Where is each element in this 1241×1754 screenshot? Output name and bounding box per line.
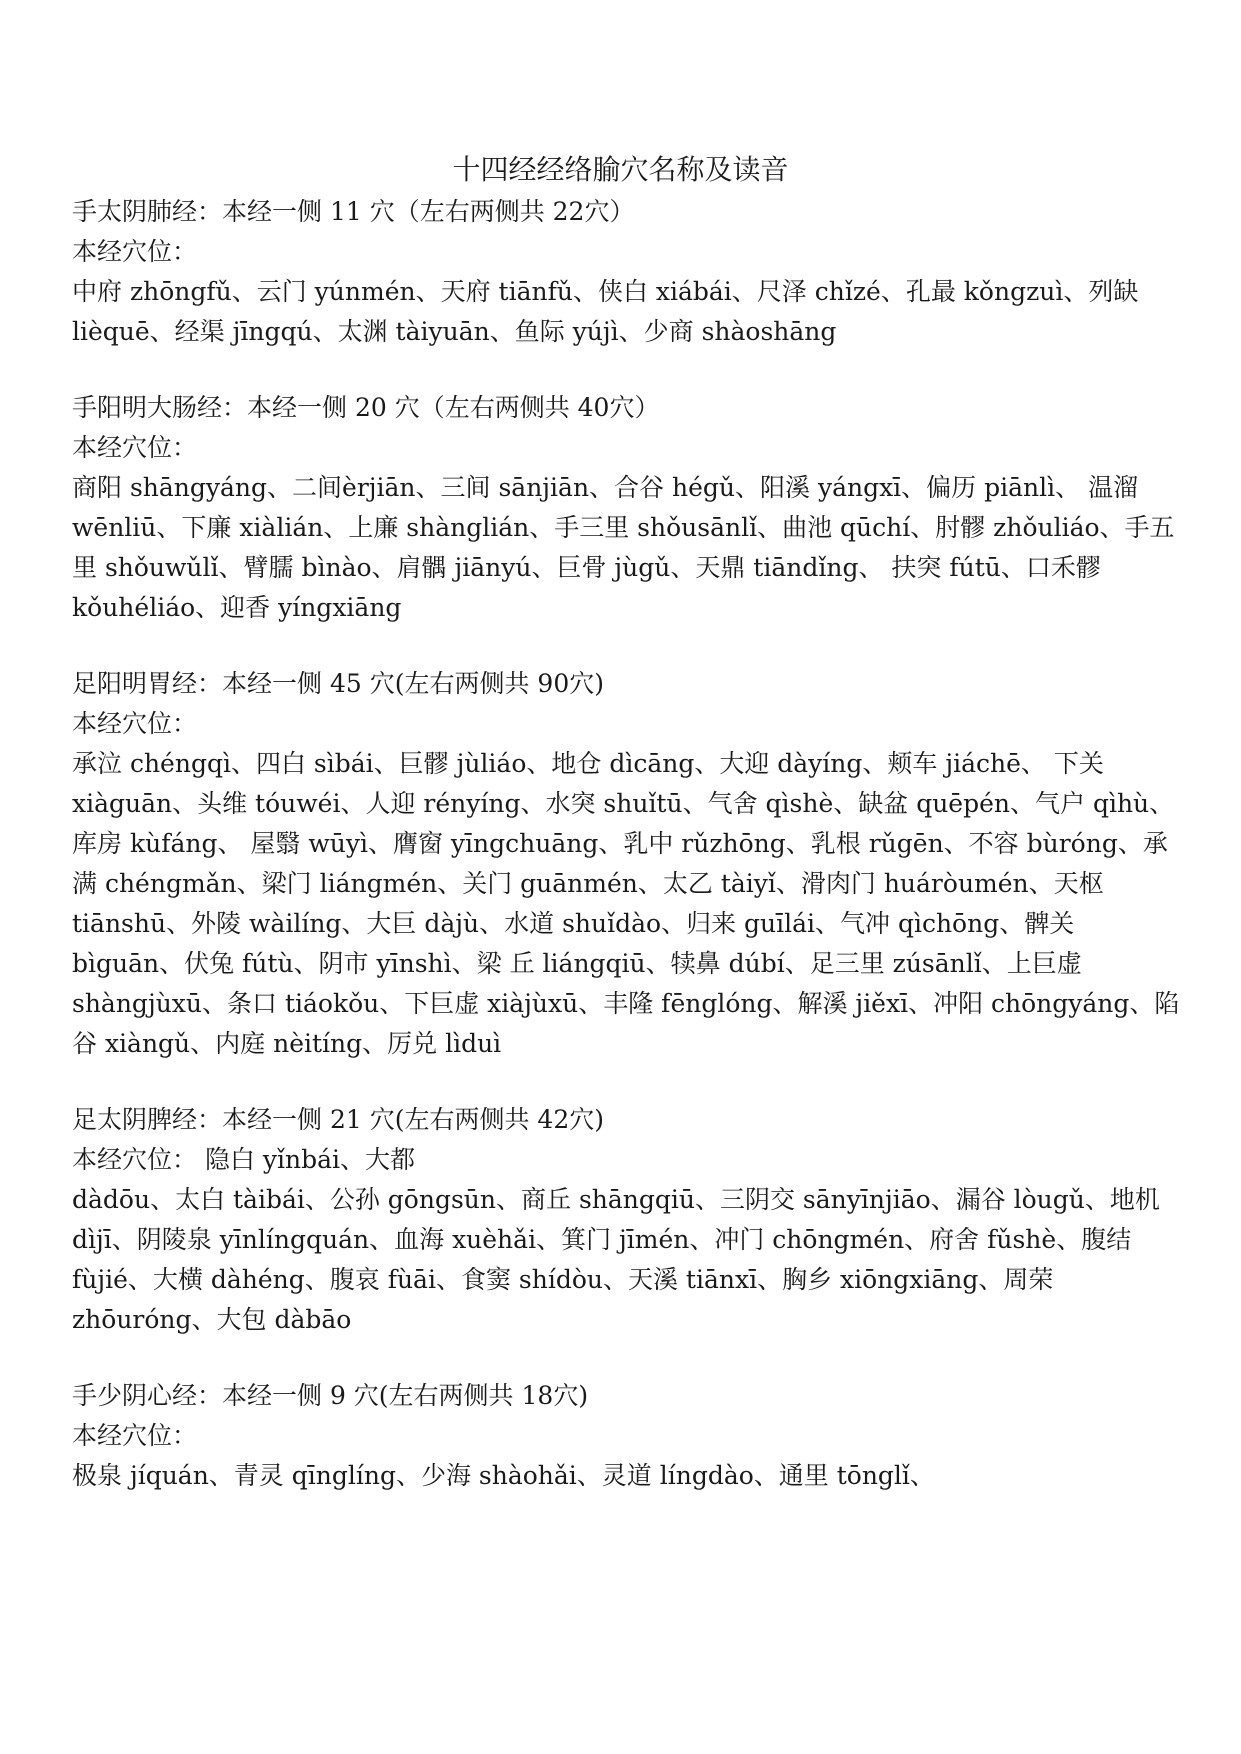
meridian-header: 手少阴心经：本经一侧 9 穴(左右两侧共 18穴) [72, 1381, 589, 1410]
meridian-section-spleen [72, 1100, 1192, 1340]
meridian-header: 足太阴脾经：本经一侧 21 穴(左右两侧共 42穴) [72, 1105, 604, 1134]
document-body [72, 192, 1192, 1532]
points-label: 本经穴位： [72, 237, 198, 266]
points-label: 本经穴位： [72, 433, 198, 462]
points-label: 本经穴位： [72, 709, 198, 738]
meridian-section-stomach [72, 664, 1192, 1064]
acupoint-list: 中府 zhōngfǔ、云门 yúnmén、天府 tiānfǔ、侠白 xiábái、尺泽 chǐzé、孔最 kǒngzuì、列缺 lièquē、经渠 jīngqú、太渊 tàiyuān、鱼际 yújì、少商 shàoshāng [72, 277, 1139, 346]
meridian-section-heart [72, 1376, 1192, 1496]
acupoint-list: dàdōu、太白 tàibái、公孙 gōngsūn、商丘 shāngqiū、三阴交 sānyīnjiāo、漏谷 lòugǔ、地机 dìjī、阴陵泉 yīnlíngquán、血海 xuèhǎi、箕门 jīmén、冲门 chōngmén、府舍 fǔshè、腹结 fùjié、大横 dàhéng、腹哀 fùāi、食窦 shídòu、天溪 tiānxī、胸乡 xiōngxiāng、周荣 zhōuróng、大包 dàbāo [72, 1185, 1160, 1334]
points-label: 本经穴位： 隐白 yǐnbái、大都 [72, 1145, 416, 1174]
meridian-header: 手太阴肺经：本经一侧 11 穴（左右两侧共 22穴） [72, 197, 635, 226]
meridian-section-lung [72, 192, 1192, 352]
meridian-header: 足阳明胃经：本经一侧 45 穴(左右两侧共 90穴) [72, 669, 604, 698]
acupoint-list: 商阳 shāngyáng、二间èrjiān、三间 sānjiān、合谷 hégǔ、阳溪 yángxī、偏历 piānlì、 温溜 wēnliū、下廉 xiàlián、上廉 shànglián、手三里 shǒusānlǐ、曲池 qūchí、肘髎 zhǒuliáo、手五里 shǒuwǔlǐ、臂臑 bìnào、肩髃 jiānyú、巨骨 jùgǔ、天鼎 tiāndǐng、 扶突 fútū、口禾髎 kǒuhéliáo、迎香 yíngxiāng [72, 473, 1175, 622]
document-title: 十四经经络腧穴名称及读音 [452, 153, 789, 186]
points-label: 本经穴位： [72, 1421, 198, 1450]
acupoint-list: 承泣 chéngqì、四白 sìbái、巨髎 jùliáo、地仓 dìcāng、大迎 dàyíng、颊车 jiáchē、 下关 xiàguān、头维 tóuwéi、人迎 rényíng、水突 shuǐtū、气舍 qìshè、缺盆 quēpén、气户 qìhù、库房 kùfáng、 屋翳 wūyì、膺窗 yīngchuāng、乳中 rǔzhōng、乳根 rǔgēn、不容 bùróng、承满 chéngmǎn、梁门 liángmén、关门 guānmén、太乙 tàiyǐ、滑肉门 huáròumén、天枢 tiānshū、外陵 wàilíng、大巨 dàjù、水道 shuǐdào、归来 guīlái、气冲 qìchōng、髀关 bìguān、伏兔 fútù、阴市 yīnshì、梁 丘 liángqiū、犊鼻 dúbí、足三里 zúsānlǐ、上巨虚 shàngjùxū、条口 tiáokǒu、下巨虚 xiàjùxū、丰隆 fēnglóng、解溪 jiěxī、冲阳 chōngyáng、陷谷 xiàngǔ、内庭 nèitíng、厉兑 lìduì [72, 749, 1180, 1058]
meridian-section-large-intestine [72, 388, 1192, 628]
acupoint-list: 极泉 jíquán、青灵 qīnglíng、少海 shàohǎi、灵道 língdào、通里 tōnglǐ、 [72, 1461, 935, 1490]
meridian-header: 手阳明大肠经：本经一侧 20 穴（左右两侧共 40穴） [72, 393, 660, 422]
